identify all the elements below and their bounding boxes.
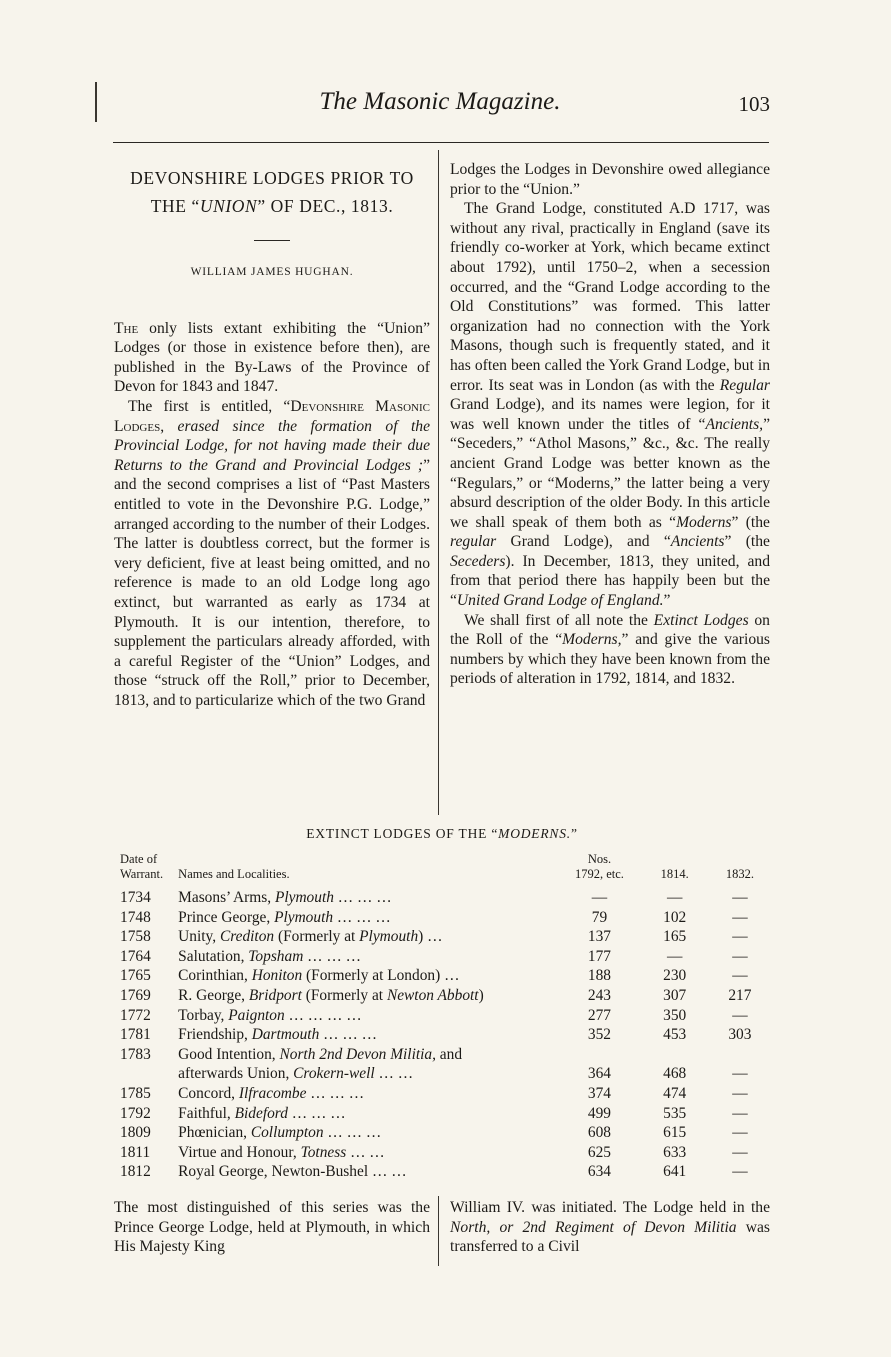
cell-no-1792: 277	[587, 1006, 611, 1024]
cell-year: 1765	[120, 967, 151, 985]
cell-year	[120, 1064, 178, 1084]
cell-no-1792: 352	[587, 1026, 611, 1044]
table-row	[120, 1064, 770, 1084]
paragraph-allegiance: Lodges the Lodges in Devonshire owed allegiance prior to the “Union.”	[450, 161, 770, 198]
cell-no-1832: —	[732, 928, 748, 946]
lodge-place: Collumpton	[250, 1124, 324, 1142]
cell-no-1814: 165	[663, 928, 687, 946]
lodge-place: Honiton	[251, 967, 303, 985]
cell-no-1792: 608	[587, 1124, 611, 1142]
cell-no-1832: —	[732, 889, 748, 906]
article-author: WILLIAM JAMES HUGHAN.	[190, 266, 354, 278]
cell-no-1814	[640, 1045, 710, 1065]
leader-dots: … …	[374, 1065, 414, 1083]
table-heading: EXTINCT LODGES OF THE “MODERNS.”	[306, 826, 578, 841]
paragraph-grand-lodge: The Grand Lodge, constituted A.D 1717, was without any rival, practically in England (save its friendly co-worker at York, which became extinct about 1792), until 1750–2, when a secession occurred, and the “Grand Lodge according to the Old Constitutions” was formed. This latter organization had no connection with the York Masons, though such is frequently stated, and it has often been called the York Grand Lodge, but in error. Its seat was in London (as with the Regular Grand Lodge), and its names were legion, for it was well known under the titles of “Ancients,” “Seceders,” “Athol Masons,” &c., &c. The really ancient Grand Lodge was better known as the “Regulars,” or “Moderns,” the latter being a very absurd description of the older Body. In this article we shall speak of them both as “Moderns” (the regular Grand Lodge), and “Ancients” (the Seceders). In December, 1813, they united, and from that period there has happily been but the “United Grand Lodge of England.”	[450, 200, 770, 610]
lodge-place: Totness	[300, 1143, 347, 1161]
lodge-place: Paignton	[228, 1006, 285, 1024]
bottom-column-divider	[438, 1196, 439, 1266]
cell-name	[178, 1064, 559, 1084]
lodge-extra-end: )	[478, 986, 484, 1004]
cell-no-1832: —	[732, 1124, 748, 1142]
cell-no-1792: 79	[591, 908, 608, 926]
table-header-row	[120, 852, 770, 888]
cell-year: 1748	[120, 908, 151, 926]
cell-no-1814: 535	[663, 1104, 687, 1122]
table-row	[120, 908, 770, 928]
cell-year: 1809	[120, 1124, 151, 1142]
cell-no-1814: 102	[663, 908, 687, 926]
lodge-place: Dartmouth	[251, 1026, 320, 1044]
cell-no-1814: 615	[663, 1124, 687, 1142]
cell-name	[178, 986, 559, 1006]
leader-dots: … … …	[303, 947, 362, 965]
table-row	[120, 1025, 770, 1045]
lodge-name: Friendship,	[178, 1026, 252, 1044]
lodge-place: Bridport	[248, 986, 302, 1004]
cell-year: 1758	[120, 928, 151, 946]
table-row	[120, 1143, 770, 1163]
lodge-extra: (Formerly at	[274, 928, 360, 946]
cell-name	[178, 1162, 559, 1182]
lodge-place: Plymouth	[274, 908, 334, 926]
cell-year: 1772	[120, 1006, 151, 1024]
cell-no-1814: 474	[663, 1084, 687, 1102]
cell-name	[178, 927, 559, 947]
table-row	[120, 947, 770, 967]
cell-year: 1783	[120, 1045, 151, 1063]
leader-dots: … …	[368, 1163, 407, 1181]
cell-name	[178, 1123, 559, 1143]
leader-dots: … … …	[333, 889, 392, 906]
lodge-name: Good Intention,	[178, 1045, 280, 1063]
lodge-place: Ilfracombe	[238, 1084, 307, 1102]
lodge-name: Unity,	[178, 928, 220, 946]
lodge-name: Masons’ Arms,	[178, 889, 275, 906]
lodge-name: afterwards Union,	[178, 1065, 294, 1083]
cell-no-1814: 307	[663, 986, 687, 1004]
cell-no-1832: —	[732, 908, 748, 926]
lodge-place: Crediton	[219, 928, 275, 946]
bottom-right-paragraph: William IV. was initiated. The Lodge held in the North, or 2nd Regiment of Devon Militia was transferred to a Civil	[450, 1199, 770, 1256]
cell-no-1832: —	[732, 1104, 748, 1122]
cell-no-1832: —	[732, 1163, 748, 1181]
cell-no-1814: 230	[663, 967, 687, 985]
cell-no-1814: 641	[663, 1163, 687, 1181]
leader-dots: … … …	[333, 908, 391, 926]
cell-no-1832: 217	[728, 986, 752, 1004]
lodge-extra: (Formerly at	[301, 986, 387, 1004]
table-row	[120, 966, 770, 986]
cell-no-1792: 374	[587, 1084, 611, 1102]
running-title: The Masonic Magazine.	[319, 88, 561, 115]
cell-year: 1781	[120, 1026, 151, 1044]
table-row	[120, 1084, 770, 1104]
article-title-line2: THE “UNION” OF DEC., 1813.	[150, 196, 394, 216]
cell-no-1792: 625	[587, 1143, 611, 1161]
lodge-extra-place: Newton Abbott	[386, 986, 479, 1004]
cell-year: 1792	[120, 1104, 151, 1122]
lodge-extra-place: Plymouth	[359, 928, 419, 946]
cell-no-1792: 499	[587, 1104, 611, 1122]
lodge-place: North 2nd Devon Militia,	[279, 1045, 436, 1063]
col-header-date: Date of Warrant.	[120, 852, 164, 881]
table-row	[120, 1104, 770, 1124]
leader-dots: … … …	[319, 1026, 377, 1044]
cell-no-1832: —	[732, 1084, 748, 1102]
table-row	[120, 1045, 770, 1065]
cell-no-1832: —	[732, 947, 748, 965]
lodge-extra-end: )	[418, 928, 424, 946]
article-title-line1: DEVONSHIRE LODGES PRIOR TO	[130, 168, 414, 188]
cell-no-1792: 188	[587, 967, 611, 985]
article-title	[114, 164, 430, 220]
leader-dots: … … … …	[284, 1006, 362, 1024]
col-header-1832: 1832.	[725, 867, 754, 881]
lodge-name: Prince George,	[178, 908, 275, 926]
lodge-place: Topsham	[248, 947, 304, 965]
leader-dots: … … …	[287, 1104, 346, 1122]
lodge-place: Plymouth	[274, 889, 334, 906]
lodge-name: Torbay,	[178, 1006, 229, 1024]
lodge-name: R. George,	[178, 986, 249, 1004]
title-italic: UNION	[199, 196, 258, 216]
cell-no-1832: —	[732, 1006, 748, 1024]
column-divider	[438, 150, 439, 815]
cell-no-1832: 303	[728, 1026, 752, 1044]
cell-no-1814: 468	[663, 1065, 687, 1083]
header-rule	[113, 142, 769, 143]
page-header	[110, 86, 770, 126]
drop-word: The	[114, 319, 139, 337]
right-column	[450, 160, 770, 689]
cell-name	[178, 966, 559, 986]
table-row	[120, 1006, 770, 1026]
left-column	[114, 160, 430, 710]
cell-year: 1769	[120, 986, 151, 1004]
cell-no-1792: 364	[587, 1065, 611, 1083]
cell-no-1792: 243	[587, 986, 611, 1004]
cell-no-1832	[710, 1045, 770, 1065]
leader-dots: … … …	[306, 1084, 365, 1102]
page-number: 103	[738, 92, 770, 116]
leader-dots: …	[423, 928, 443, 946]
cell-name	[178, 1006, 559, 1026]
cell-no-1832: —	[732, 967, 748, 985]
cell-year: 1764	[120, 947, 151, 965]
cell-name	[178, 1143, 559, 1163]
leader-dots: … …	[346, 1143, 385, 1161]
paragraph-intro: The only lists extant exhibiting the “Union” Lodges (or those in existence before then), are published in the By-Laws of the Province of Devon for 1843 and 1847.	[114, 319, 430, 396]
cell-name	[178, 947, 559, 967]
table-row	[120, 927, 770, 947]
col-header-1792: Nos. 1792, etc.	[574, 852, 624, 881]
cell-name	[178, 888, 559, 908]
col-header-names: Names and Localities.	[178, 867, 290, 881]
cell-name	[178, 1084, 559, 1104]
extinct-lodges-table	[120, 852, 770, 1182]
cell-no-1832: —	[732, 1065, 748, 1083]
table-body	[120, 888, 770, 1182]
table-row	[120, 1123, 770, 1143]
lodge-extra: (Formerly at London)	[302, 967, 441, 985]
lodge-extra: and	[435, 1045, 463, 1063]
cell-no-1792: 634	[587, 1163, 611, 1181]
cell-name	[178, 1025, 559, 1045]
lodge-name: Royal George, Newton-Bushel	[178, 1163, 369, 1181]
cell-name	[178, 908, 559, 928]
cell-no-1792: 137	[587, 928, 611, 946]
lodge-name: Virtue and Honour,	[178, 1143, 301, 1161]
lodge-place: Bideford	[234, 1104, 288, 1122]
binding-mark	[95, 82, 97, 122]
cell-name	[178, 1045, 559, 1065]
table-row	[120, 1162, 770, 1182]
lodge-name: Concord,	[178, 1084, 239, 1102]
cell-year: 1734	[120, 889, 151, 906]
paragraph-extinct-note: We shall first of all note the Extinct Lodges on the Roll of the “Moderns,” and give the various numbers by which they have been known from the periods of alteration in 1792, 1814, and 1832.	[450, 611, 770, 688]
cell-no-1792: 177	[587, 947, 611, 965]
lodge-name: Corinthian,	[178, 967, 252, 985]
col-header-1814: 1814.	[660, 867, 689, 881]
lodge-name: Faithful,	[178, 1104, 235, 1122]
lodge-name: Salutation,	[178, 947, 249, 965]
leader-dots: …	[440, 967, 460, 985]
cell-year: 1812	[120, 1163, 151, 1181]
cell-no-1832: —	[732, 1143, 748, 1161]
cell-no-1792: —	[591, 889, 608, 906]
paragraph-entitled: The first is entitled, “Devonshire Masonic Lodges, erased since the formation of the Provincial Lodge, for not having made their due Returns to the Grand and Provincial Lodges ;” and the second comprises a list of “Past Masters entitled to vote in the Devonshire P.G. Lodge,” arranged according to the number of their Lodges. The latter is doubtless correct, but the former is very deficient, five at least being omitted, and no reference is made to an old Lodge long ago extinct, but warranted as early as 1734 at Plymouth. It is our intention, therefore, to supplement the particulars already afforded, with a careful Register of the “Union” Lodges, and those “struck off the Roll,” prior to December, 1813, and to particularize which of the two Grand	[114, 397, 430, 709]
title-rule	[254, 240, 290, 241]
cell-year: 1785	[120, 1084, 151, 1102]
table-row	[120, 888, 770, 908]
cell-no-1814: 350	[663, 1006, 687, 1024]
leader-dots: … … …	[323, 1124, 382, 1142]
table-row	[120, 986, 770, 1006]
cell-name	[178, 1104, 559, 1124]
cell-no-1792	[559, 1045, 639, 1065]
cell-no-1814: —	[666, 947, 683, 965]
bottom-left-paragraph: The most distinguished of this series was the Prince George Lodge, held at Plymouth, in which His Majesty King	[114, 1199, 430, 1256]
cell-no-1814: 453	[663, 1026, 687, 1044]
lodge-name: Phœnician,	[178, 1124, 251, 1142]
cell-year: 1811	[120, 1143, 151, 1161]
cell-no-1814: —	[666, 889, 683, 906]
lodge-place: Crokern-well	[293, 1065, 375, 1083]
cell-no-1814: 633	[663, 1143, 687, 1161]
